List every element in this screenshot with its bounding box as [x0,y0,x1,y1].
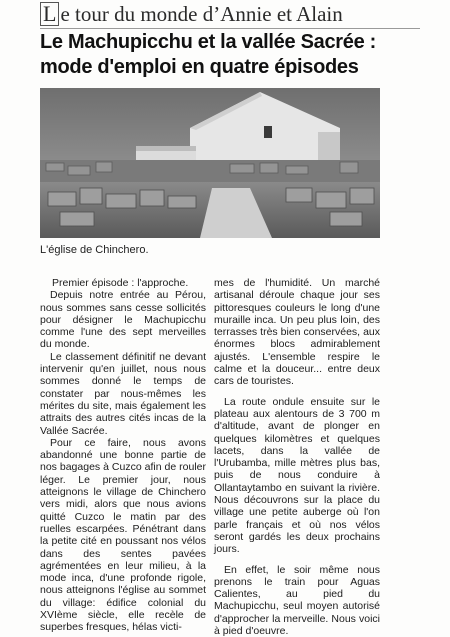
kicker-initial: L [40,2,59,26]
kicker-text: e tour du monde d’Annie et Alain [60,2,343,26]
article-headline [40,30,420,80]
paragraph: En effet, le soir même nous prenons le train pour Aguas Calientes, au pied du Machupicchu, seul moyen autorisé d'approcher la merveille. Nous voici à pied d'oeuvre. [214,563,380,637]
article-column-1 [40,277,206,634]
photo-caption: L'église de Chinchero. [40,244,149,256]
section-kicker [40,0,420,29]
paragraph: Premier épisode : l'approche. [52,277,189,289]
headline-line-2: mode d'emploi en quatre épisodes [40,56,359,78]
church-photo [40,88,380,238]
paragraph: La route ondule ensuite sur le plateau aux alentours de 3 700 m d'altitude, avant de plonger en quelques kilomètres et quelques lacets, dans la vallée de l'Urubamba, mille mètres plus bas, puis de nous conduire à Ollantaytambo en suivant la rivière. Nous découvrons sur la place du village une petite auberge où l'on parle français et où nos vélos seront gardés les deux prochains jours. [214,395,380,556]
paragraph: Le classement définitif ne devant intervenir qu'en juillet, nous nous sommes donné le temps de constater par nous-mêmes les mérites du site, mais également les attraits des autres cités incas de la Vallée Sacrée. [40,350,206,437]
paragraph: mes de l'humidité. Un marché artisanal déroule chaque jour ses pittoresques couleurs le long d'une muraille inca. Un peu plus loin, des terrasses très bien conservées, aux énormes blocs admirablement ajustés. L'ensemble respire le calme et la douceur... entre deux cars de touristes. [214,277,380,388]
paragraph: Pour ce faire, nous avons abandonné une bonne partie de nos bagages à Cuzco afin de rouler léger. Le premier jour, nous atteignons le village de Chinchero vers midi, alors que nous avions quitté Cuzco le matin par des ruelles escarpées. Pénétrant dans la petite cité en poussant nos vélos dans des sentes pavées agrémentées en leur milieu, à la mode inca, d'une profonde rigole, nous atteignons l'église au sommet du village: édifice colonial du XVIème siècle, elle recèle de superbes fresques, hélas victi- [40,436,206,634]
article-column-2 [214,277,380,637]
headline-line-1: Le Machupicchu et la vallée Sacrée : [40,31,377,53]
paragraph: Depuis notre entrée au Pérou, nous sommes sans cesse sollicités pour désigner le Machupicchu comme l'une des sept merveilles du monde. [40,289,206,351]
church-photo-illustration [40,88,380,238]
